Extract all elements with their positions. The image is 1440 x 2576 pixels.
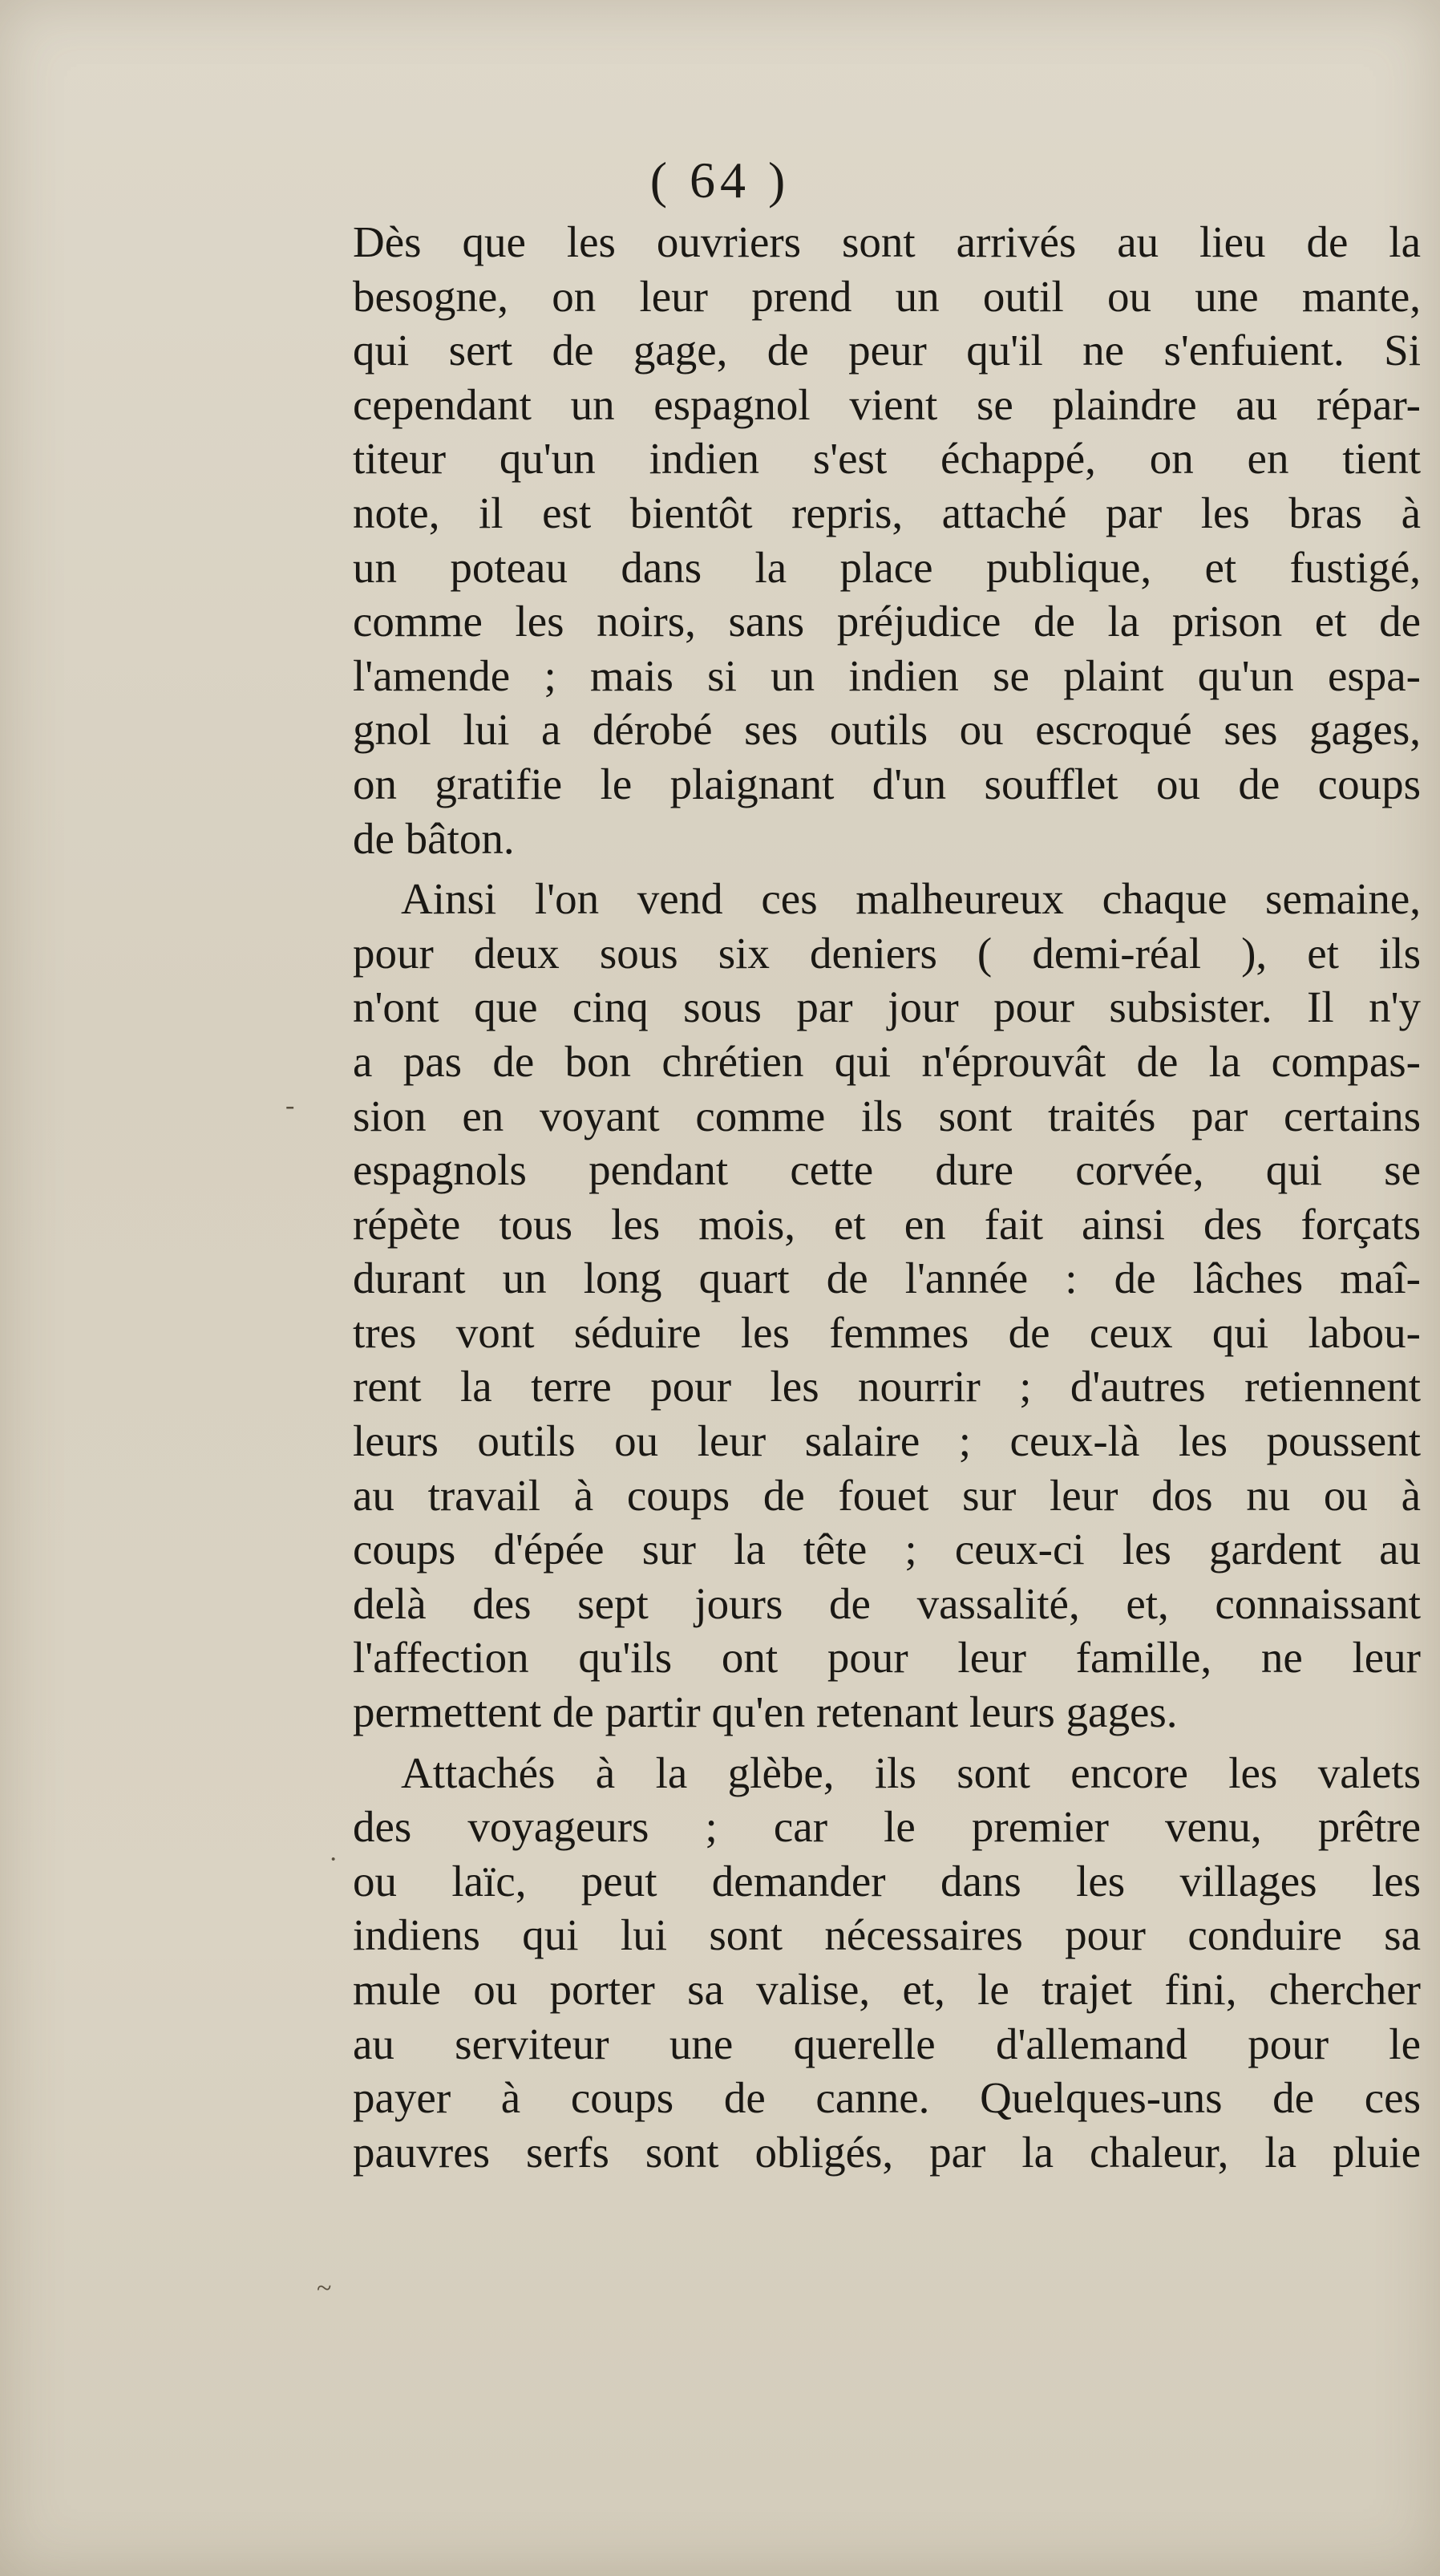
- text-line: coups d'épée sur la tête ; ceux-ci les gardent au: [353, 1525, 1421, 1574]
- text-line: l'affection qu'ils ont pour leur famille, ne leur: [353, 1633, 1421, 1683]
- text-line: on gratifie le plaignant d'un soufflet ou de coups: [353, 759, 1421, 808]
- text-line: au travail à coups de fouet sur leur dos nu ou à: [353, 1470, 1421, 1520]
- text-line: pour deux sous six deniers ( demi-réal ), et ils: [353, 928, 1421, 978]
- text-line: leurs outils ou leur salaire ; ceux-là les poussent: [353, 1416, 1421, 1466]
- margin-speck: -: [285, 1091, 295, 1120]
- text-line: a pas de bon chrétien qui n'éprouvât de la compas-: [353, 1036, 1421, 1086]
- text-line: des voyageurs ; car le premier venu, prêtre: [353, 1802, 1421, 1852]
- paragraph-3: [353, 1746, 1421, 2180]
- text-line: mule ou porter sa valise, et, le trajet fini, chercher: [353, 1965, 1421, 2014]
- text-line: titeur qu'un indien s'est échappé, on en tient: [353, 434, 1421, 484]
- text-line: au serviteur une querelle d'allemand pour le: [353, 2019, 1421, 2068]
- text-line: rent la terre pour les nourrir ; d'autres retiennent: [353, 1362, 1421, 1412]
- text-line: comme les noirs, sans préjudice de la prison et de: [353, 597, 1421, 646]
- text-line: delà des sept jours de vassalité, et, connaissant: [353, 1578, 1421, 1628]
- text-line: Ainsi l'on vend ces malheureux chaque semaine,: [401, 874, 1421, 924]
- text-line: un poteau dans la place publique, et fustigé,: [353, 542, 1421, 592]
- text-line: qui sert de gage, de peur qu'il ne s'enfuient. Si: [353, 326, 1421, 375]
- text-line: permettent de partir qu'en retenant leurs gages.: [353, 1687, 1178, 1737]
- text-line: note, il est bientôt repris, attaché par les bras à: [353, 488, 1421, 537]
- text-line: cependant un espagnol vient se plaindre au répar-: [353, 379, 1421, 429]
- text-line: gnol lui a dérobé ses outils ou escroqué ses gages,: [353, 705, 1421, 755]
- text-line: l'amende ; mais si un indien se plaint qu'un espa-: [353, 650, 1421, 700]
- paragraph-2: [353, 872, 1421, 1740]
- text-line: indiens qui lui sont nécessaires pour conduire sa: [353, 1910, 1421, 1960]
- text-line: espagnols pendant cette dure corvée, qui se: [353, 1145, 1421, 1195]
- margin-speck: ·: [329, 1845, 338, 1874]
- text-line: pauvres serfs sont obligés, par la chaleur, la pluie: [353, 2127, 1421, 2177]
- text-line: besogne, on leur prend un outil ou une mante,: [353, 271, 1421, 321]
- paragraph-1: [353, 215, 1421, 865]
- text-line: ou laïc, peut demander dans les villages les: [353, 1856, 1421, 1906]
- text-line: durant un long quart de l'année : de lâches maî-: [353, 1254, 1421, 1303]
- text-line: payer à coups de canne. Quelques-uns de ces: [353, 2073, 1421, 2123]
- text-line: sion en voyant comme ils sont traités par certains: [353, 1091, 1421, 1140]
- text-line: tres vont séduire les femmes de ceux qui labou-: [353, 1307, 1421, 1357]
- text-line: répète tous les mois, et en fait ainsi des forçats: [353, 1199, 1421, 1249]
- text-line: n'ont que cinq sous par jour pour subsister. Il n'y: [353, 982, 1421, 1032]
- body-text: [353, 215, 1421, 2185]
- text-line: Dès que les ouvriers sont arrivés au lieu de la: [353, 217, 1421, 266]
- margin-speck: ~: [317, 2274, 332, 2303]
- page-number: ( 64 ): [649, 152, 791, 209]
- text-line: Attachés à la glèbe, ils sont encore les valets: [401, 1748, 1421, 1797]
- text-line: de bâton.: [353, 813, 515, 863]
